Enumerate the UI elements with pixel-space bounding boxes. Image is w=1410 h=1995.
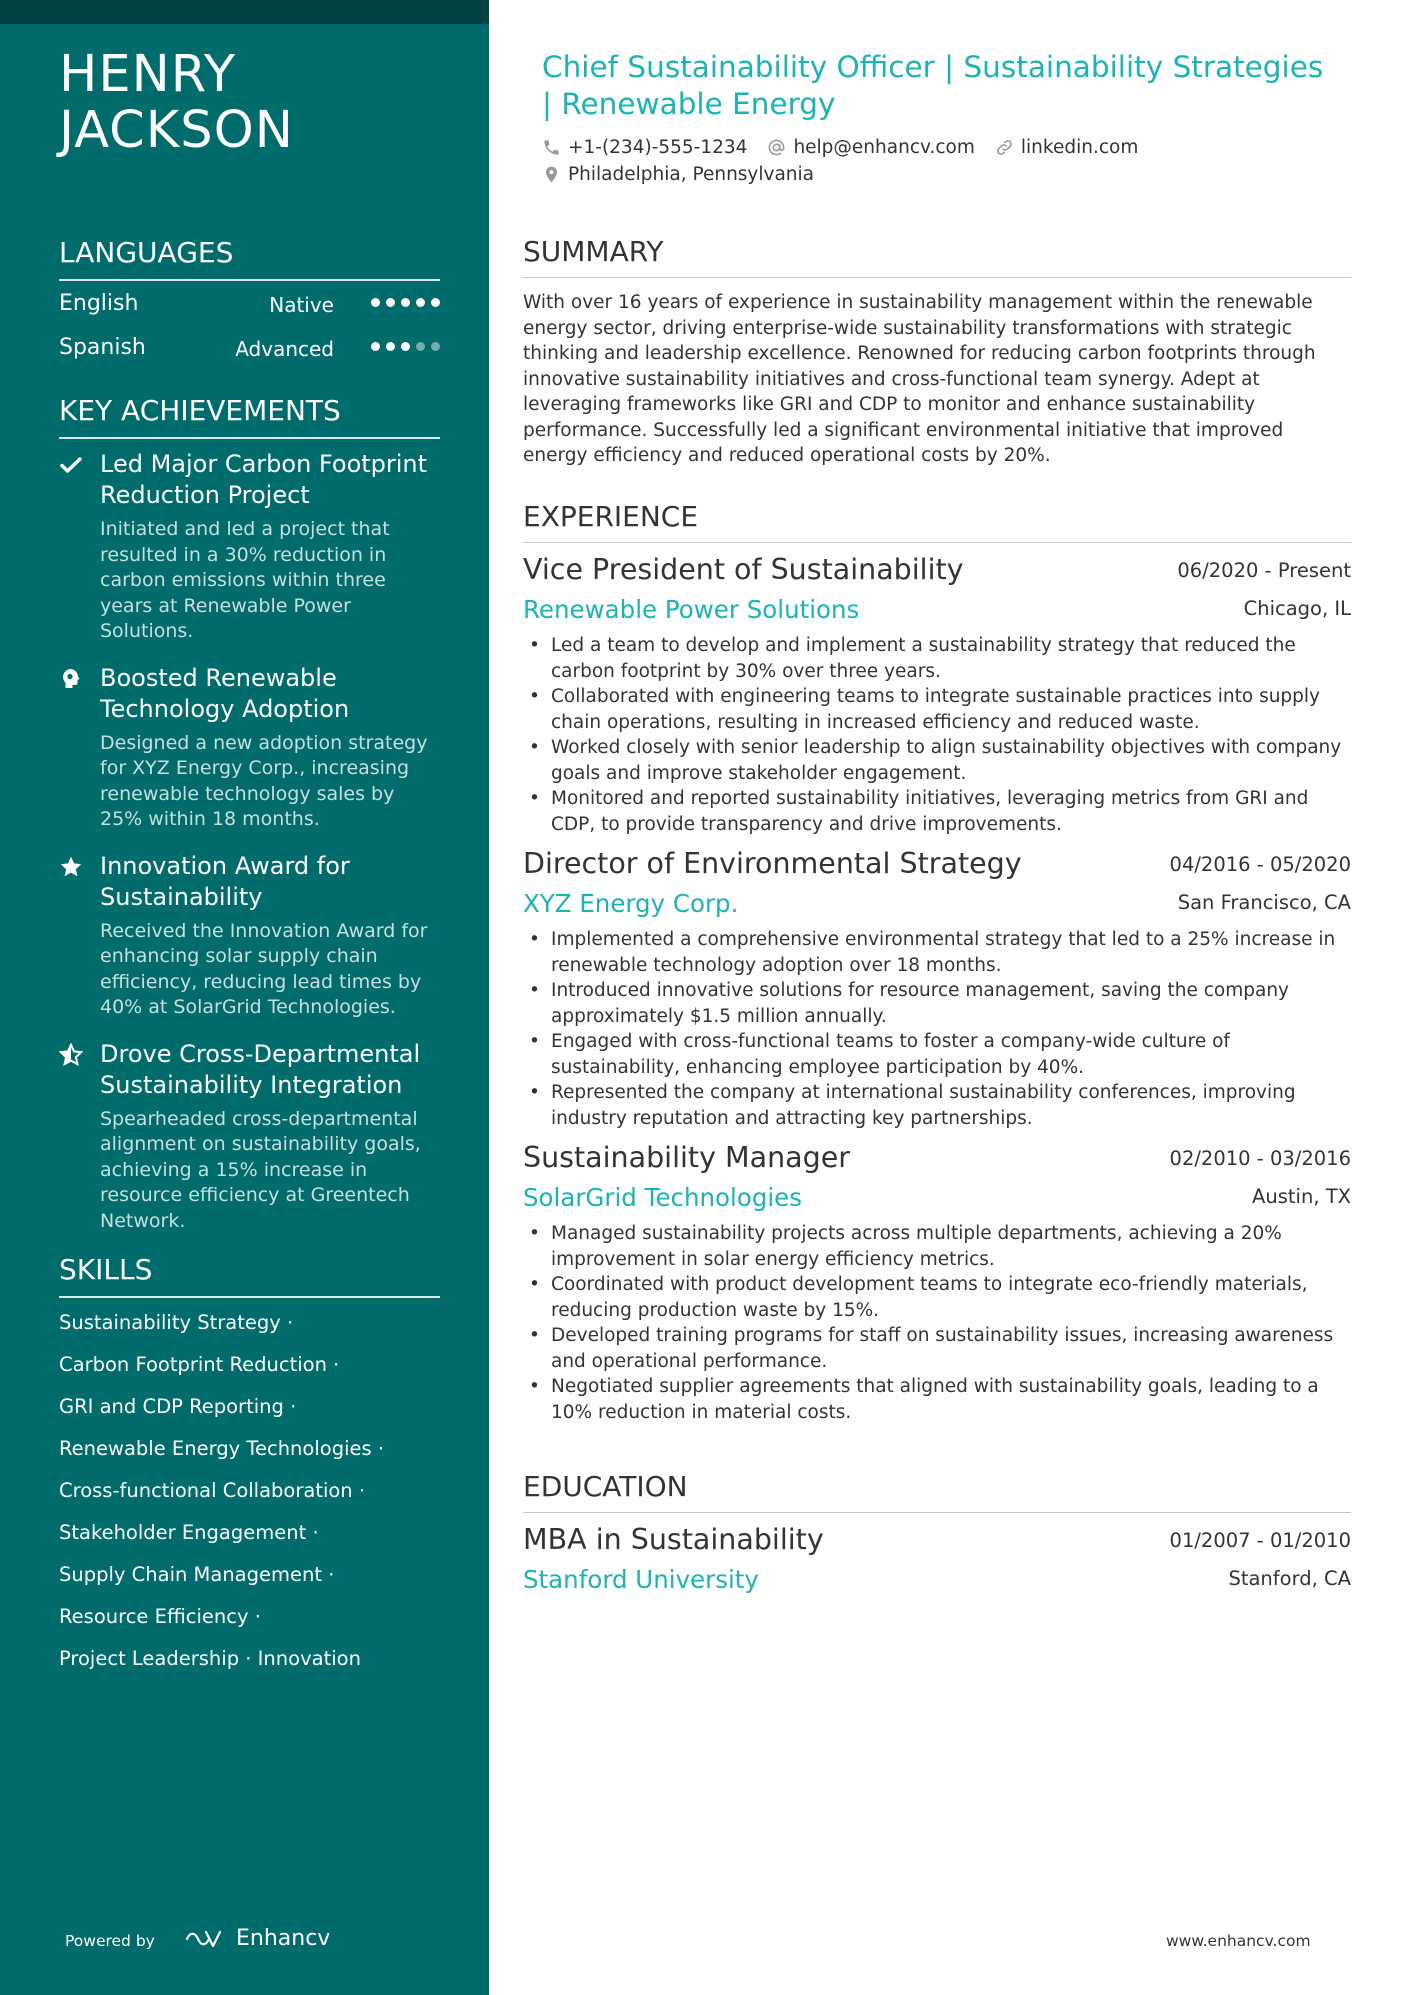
rating-dot: [371, 298, 380, 307]
language-rating: [371, 342, 440, 351]
achievement-item: [59, 1039, 440, 1235]
sidebar: [0, 0, 489, 1995]
job-bullet: • Worked closely with senior leadership to align sustainability objectives with company goals and improve stakeholder engagement.: [523, 735, 1351, 786]
summary-section: [523, 235, 1351, 469]
job-bullet: • Negotiated supplier agreements that aligned with sustainability goals, leading to a 10% reduction in material costs.: [523, 1374, 1351, 1425]
job-bullets: [523, 633, 1351, 837]
job-dates: 04/2016 - 05/2020: [1169, 853, 1351, 876]
contact-linkedin[interactable]: [995, 137, 1138, 158]
job-bullets: [523, 927, 1351, 1131]
experience-title: EXPERIENCE: [523, 500, 1351, 543]
sidebar-top-bar: [0, 0, 489, 24]
experience-section: [523, 500, 1351, 1425]
job-dates: 02/2010 - 03/2016: [1169, 1147, 1351, 1170]
rating-dot: [401, 342, 410, 351]
education-entry: [523, 1523, 1351, 1601]
job-location: San Francisco, CA: [1177, 891, 1351, 914]
language-level: Advanced: [235, 337, 334, 361]
language-name: Spanish: [59, 335, 146, 360]
achievement-description: Received the Innovation Award for enhancing solar supply chain efficiency, reducing lead times by 40% at SolarGrid Technologies.: [100, 919, 428, 1018]
job-location: Chicago, IL: [1243, 597, 1351, 620]
job-bullets: [523, 1221, 1351, 1425]
skills-title: SKILLS: [59, 1252, 440, 1298]
summary-title: SUMMARY: [523, 235, 1351, 278]
job-bullet: • Managed sustainability projects across multiple departments, achieving a 20% improvement in solar energy efficiency metrics.: [523, 1221, 1351, 1272]
language-rating: [371, 298, 440, 307]
job-title: Sustainability Manager: [523, 1141, 850, 1174]
contact-row: [542, 137, 1138, 158]
linkedin-text: linkedin.com: [1020, 137, 1139, 158]
contact-row-2: [542, 164, 814, 185]
degree-title: MBA in Sustainability: [523, 1523, 824, 1556]
education-title: EDUCATION: [523, 1470, 1351, 1513]
half-star-icon: [59, 1043, 83, 1067]
skill-line: Project Leadership · Innovation: [59, 1647, 361, 1670]
achievement-description: Designed a new adoption strategy for XYZ Energy Corp., increasing renewable technology sales by 25% within 18 months.: [100, 731, 428, 830]
job-title: Vice President of Sustainability: [523, 553, 964, 586]
phone-text: +1-(234)-555-1234: [568, 137, 748, 158]
rating-dot: [431, 342, 440, 351]
skill-line: GRI and CDP Reporting ·: [59, 1395, 297, 1418]
skills-section: [59, 1252, 440, 1680]
check-icon: [59, 453, 83, 477]
powered-by-label: Powered by: [65, 1932, 155, 1950]
achievement-item: [59, 449, 440, 645]
contact-location: [542, 164, 814, 185]
rating-dot: [386, 298, 395, 307]
job-entry: [523, 553, 1351, 837]
language-row: [59, 283, 440, 327]
location-text: Philadelphia, Pennsylvania: [568, 164, 815, 185]
footer-url[interactable]: www.enhancv.com: [1166, 1932, 1311, 1950]
job-entry: [523, 1141, 1351, 1425]
headline: Chief Sustainability Officer | Sustainability Strategies | Renewable Energy: [542, 50, 1324, 121]
email-text: help@enhancv.com: [793, 137, 975, 158]
achievements-title: KEY ACHIEVEMENTS: [59, 393, 440, 439]
achievement-title: Boosted Renewable Technology Adoption: [100, 663, 350, 723]
achievement-title: Drove Cross-Departmental Sustainability Integration: [100, 1039, 421, 1099]
achievement-item: [59, 851, 440, 1021]
contact-email[interactable]: [767, 137, 974, 158]
lightbulb-head-icon: [59, 667, 83, 691]
candidate-name: HENRY JACKSON: [59, 45, 294, 160]
languages-title: LANGUAGES: [59, 235, 440, 281]
summary-text: With over 16 years of experience in sustainability management within the renewable energy sector, driving enterprise-wide sustainability transformations with strategic thinking and leadership excellence. Renowned for reducing carbon footprints through innovative sustainability initiatives and cross-functional team synergy. Adept at leveraging frameworks like GRI and CDP to monitor and enhance sustainability performance. Successfully led a significant environmental initiative that improved energy efficiency and reduced operational costs by 20%.: [523, 292, 1316, 466]
skill-line: Stakeholder Engagement ·: [59, 1521, 319, 1544]
link-icon: [995, 138, 1014, 157]
job-bullet: • Implemented a comprehensive environmental strategy that led to a 25% increase in renewable technology adoption over 18 months.: [523, 927, 1351, 978]
languages-section: [59, 235, 440, 371]
school-name: Stanford University: [523, 1565, 759, 1594]
job-bullet: • Led a team to develop and implement a sustainability strategy that reduced the carbon footprint by 30% over three years.: [523, 633, 1351, 684]
company-name: XYZ Energy Corp.: [523, 889, 739, 918]
rating-dot: [416, 298, 425, 307]
phone-icon: [542, 138, 561, 157]
job-title: Director of Environmental Strategy: [523, 847, 1022, 880]
job-dates: 06/2020 - Present: [1177, 559, 1351, 582]
enhancv-mark-icon: [184, 1928, 228, 1950]
achievement-item: [59, 663, 440, 833]
job-bullet: • Collaborated with engineering teams to integrate sustainable practices into supply chain operations, resulting in increased efficiency and reduced waste.: [523, 684, 1351, 735]
rating-dot: [431, 298, 440, 307]
job-bullet: • Represented the company at international sustainability conferences, improving industry reputation and attracting key partnerships.: [523, 1080, 1351, 1131]
star-icon: [59, 855, 83, 879]
language-level: Native: [269, 293, 334, 317]
rating-dot: [401, 298, 410, 307]
language-name: English: [59, 291, 139, 316]
achievements-section: [59, 393, 440, 1234]
at-icon: [767, 138, 786, 157]
skill-line: Sustainability Strategy ·: [59, 1311, 294, 1334]
skill-line: Supply Chain Management ·: [59, 1563, 335, 1586]
job-bullet: • Monitored and reported sustainability initiatives, leveraging metrics from GRI and CDP, to provide transparency and drive improvements.: [523, 786, 1351, 837]
language-row: [59, 327, 440, 371]
enhancv-logo[interactable]: [184, 1926, 330, 1951]
skill-line: Cross-functional Collaboration ·: [59, 1479, 366, 1502]
job-bullet: • Developed training programs for staff on sustainability issues, increasing awareness and operational performance.: [523, 1323, 1351, 1374]
skill-line: Renewable Energy Technologies ·: [59, 1437, 385, 1460]
job-bullet: • Engaged with cross-functional teams to foster a company-wide culture of sustainability, enhancing employee participation by 40%.: [523, 1029, 1351, 1080]
job-bullet: • Introduced innovative solutions for resource management, saving the company approximately $1.5 million annually.: [523, 978, 1351, 1029]
rating-dot: [386, 342, 395, 351]
company-name: SolarGrid Technologies: [523, 1183, 803, 1212]
job-bullet: • Coordinated with product development teams to integrate eco-friendly materials, reducing production waste by 15%.: [523, 1272, 1351, 1323]
achievement-title: Led Major Carbon Footprint Reduction Project: [100, 450, 428, 509]
education-section: [523, 1470, 1351, 1601]
skill-line: Carbon Footprint Reduction ·: [59, 1353, 340, 1376]
skill-line: Resource Efficiency ·: [59, 1605, 261, 1628]
achievement-description: Spearheaded cross-departmental alignment on sustainability goals, achieving a 15% increase in resource efficiency at Greentech Network.: [100, 1107, 421, 1232]
location-pin-icon: [542, 165, 561, 184]
education-dates: 01/2007 - 01/2010: [1169, 1529, 1351, 1552]
education-location: Stanford, CA: [1228, 1567, 1351, 1590]
achievement-title: Innovation Award for Sustainability: [100, 851, 350, 911]
company-name: Renewable Power Solutions: [523, 595, 860, 624]
rating-dot: [371, 342, 380, 351]
achievement-description: Initiated and led a project that resulted in a 30% reduction in carbon emissions within three years at Renewable Power Solutions.: [100, 518, 390, 642]
contact-phone[interactable]: [542, 137, 747, 158]
rating-dot: [416, 342, 425, 351]
enhancv-brand: Enhancv: [236, 1926, 331, 1951]
job-location: Austin, TX: [1252, 1185, 1351, 1208]
job-entry: [523, 847, 1351, 1131]
